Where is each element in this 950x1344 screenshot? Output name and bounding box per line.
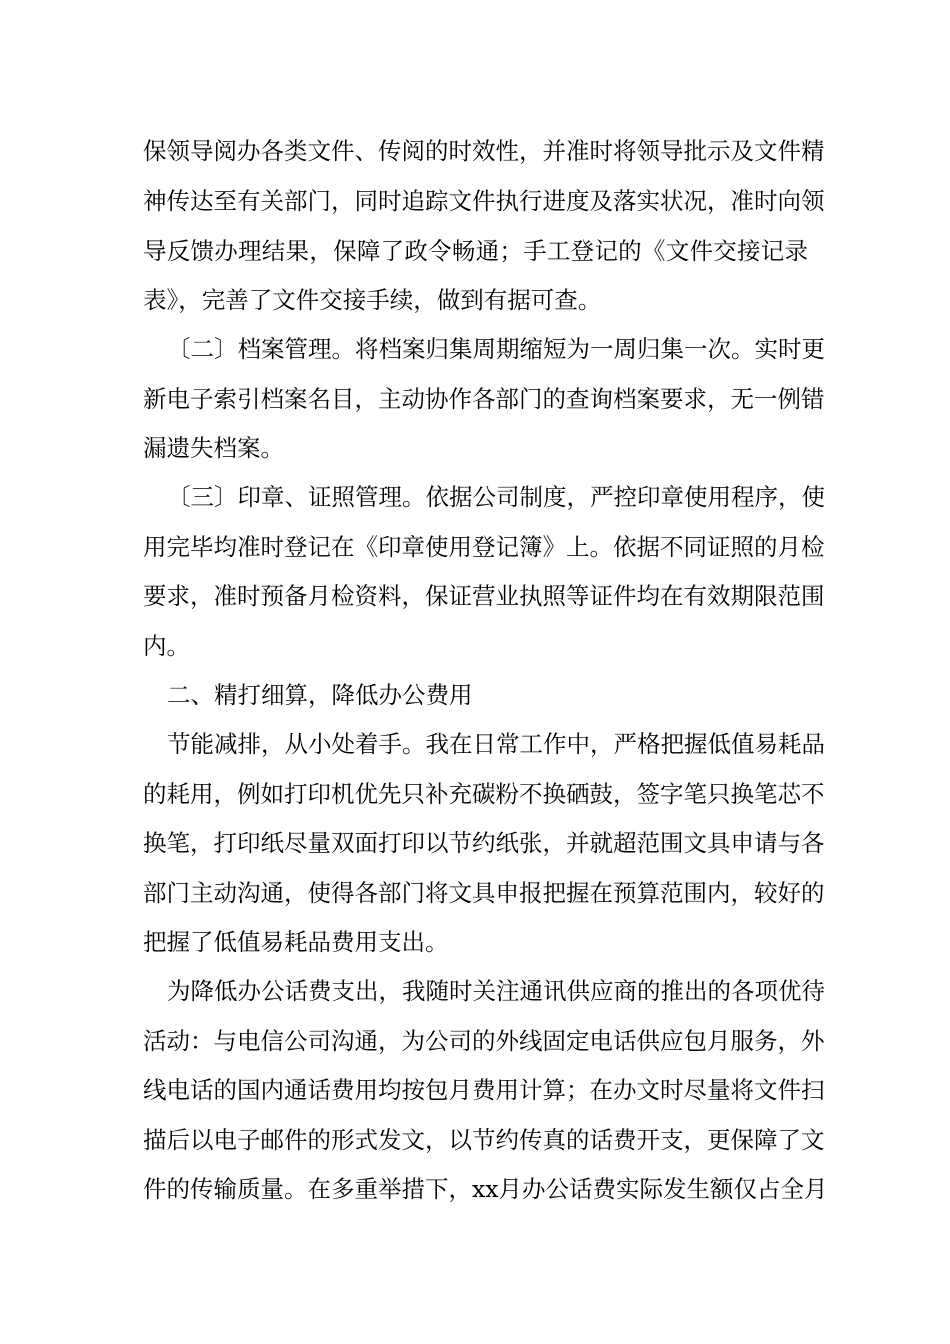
section-heading-archive: 〔二〕档案管理。将档案归集周期缩短为一周归集一次。实时更: [167, 335, 825, 363]
text-line: 漏遗失档案。: [143, 434, 284, 462]
text-line: 把握了低值易耗品费用支出。: [143, 928, 449, 956]
text-line: 导反馈办理结果，保障了政令畅通；手工登记的《文件交接记录: [143, 237, 808, 265]
text-line: 新电子索引档案名目，主动协作各部门的查询档案要求，无一例错: [143, 385, 825, 413]
text-line: 描后以电子邮件的形式发文，以节约传真的话费开支，更保障了文: [143, 1126, 825, 1154]
text-line: 保领导阅办各类文件、传阅的时效性，并准时将领导批示及文件精: [143, 137, 825, 165]
text-line: 的耗用，例如打印机优先只补充碳粉不换硒鼓，签字笔只换笔芯不: [143, 780, 825, 808]
text-line: 部门主动沟通，使得各部门将文具申报把握在预算范围内，较好的: [143, 879, 825, 907]
text-line: 活动：与电信公司沟通，为公司的外线固定电话供应包月服务，外: [143, 1027, 825, 1055]
text-line: 用完毕均准时登记在《印章使用登记簿》上。依据不同证照的月检: [143, 533, 825, 561]
text-line: 件的传输质量。在多重举措下，xx月办公话费实际发生额仅占全月: [143, 1175, 828, 1203]
section-heading-seal: 〔三〕印章、证照管理。依据公司制度，严控印章使用程序，使: [167, 483, 825, 511]
section-heading-cost: 二、精打细算，降低办公费用: [167, 681, 473, 709]
text-line: 换笔，打印纸尽量双面打印以节约纸张，并就超范围文具申请与各: [143, 829, 825, 857]
text-line: 神传达至有关部门，同时追踪文件执行进度及落实状况，准时向领: [143, 187, 825, 215]
text-line: 节能减排，从小处着手。我在日常工作中，严格把握低值易耗品: [167, 730, 825, 758]
text-line: 要求，准时预备月检资料，保证营业执照等证件均在有效期限范围: [143, 582, 825, 610]
text-line: 为降低办公话费支出，我随时关注通讯供应商的推出的各项优待: [167, 977, 825, 1005]
text-line: 内。: [143, 632, 190, 660]
text-line: 线电话的国内通话费用均按包月费用计算；在办文时尽量将文件扫: [143, 1076, 825, 1104]
text-line: 表》，完善了文件交接手续，做到有据可查。: [143, 286, 602, 314]
